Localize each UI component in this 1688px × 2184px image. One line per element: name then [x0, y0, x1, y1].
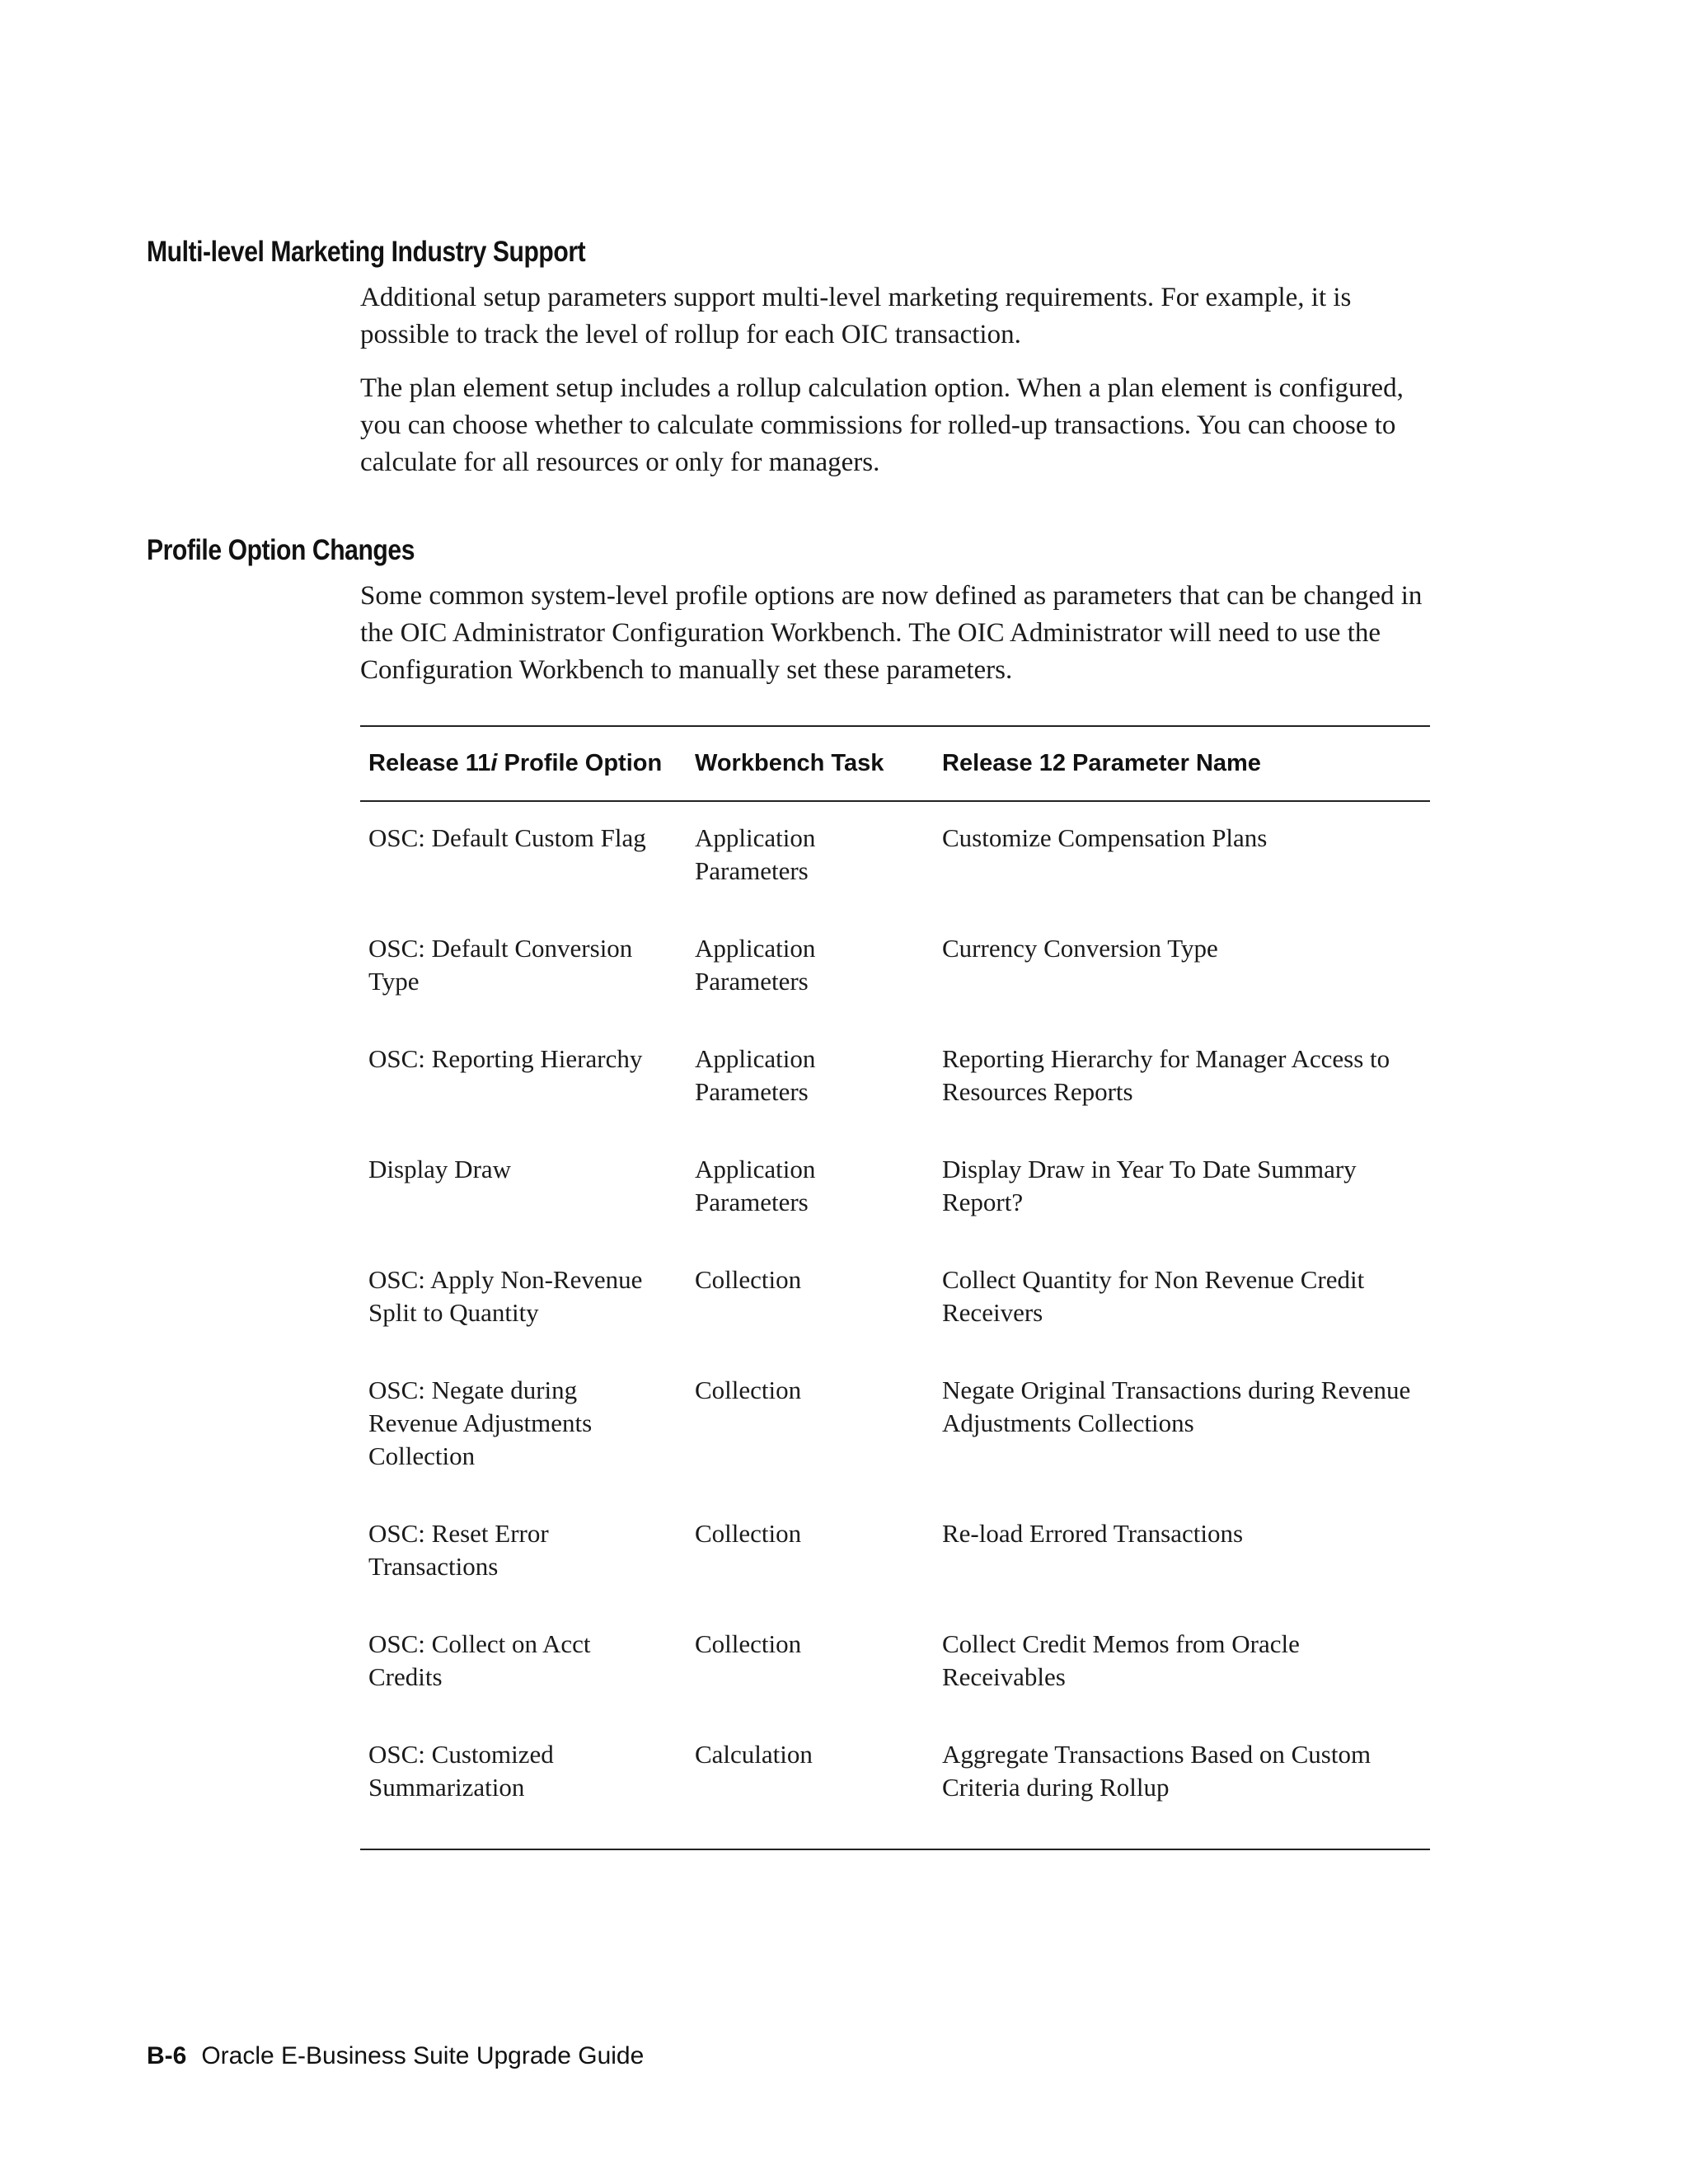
table-row: [360, 1153, 1430, 1263]
book-title: Oracle E-Business Suite Upgrade Guide: [201, 2042, 645, 2069]
table-cell: Application Parameters: [695, 1044, 816, 1106]
table-cell: OSC: Default Conversion Type: [368, 934, 633, 996]
table-row: [360, 932, 1430, 1043]
page-number: B-6: [147, 2042, 187, 2069]
table-cell: Collection: [695, 1519, 802, 1548]
page-footer: [147, 2042, 644, 2070]
table-cell: Application Parameters: [695, 823, 816, 885]
header-italic-text: i: [490, 750, 498, 776]
table-cell: OSC: Customized Summarization: [360, 1738, 687, 1849]
table-row: [360, 1043, 1430, 1153]
table-cell: Display Draw in Year To Date Summary Report?: [942, 1155, 1357, 1216]
table-cell: OSC: Default Custom Flag: [368, 823, 646, 852]
table-cell: Customize Compensation Plans: [942, 823, 1268, 852]
column-header-release-12: Release 12 Parameter Name: [934, 726, 1430, 801]
table-cell: Collection: [695, 1265, 802, 1294]
table-cell: OSC: Collect on Acct Credits: [368, 1629, 591, 1691]
table-cell: Display Draw: [368, 1155, 512, 1183]
table-cell: OSC: Reporting Hierarchy: [368, 1044, 643, 1073]
table-cell: Negate Original Transactions during Revenue Adjustments Collections: [942, 1376, 1411, 1437]
table-cell: Collection: [695, 1376, 802, 1404]
table-row: [360, 1263, 1430, 1374]
table-cell: OSC: Apply Non-Revenue Split to Quantity: [368, 1265, 643, 1327]
paragraph: Some common system-level profile options are now defined as parameters that can be changed in the OIC Administrator Configuration Workbench. The OIC Administrator will need to use the Configuration Workbench to manually set these parameters.: [360, 581, 1423, 685]
paragraph: Additional setup parameters support multi-level marketing requirements. For example, it is possible to track the level of rollup for each OIC transaction.: [360, 283, 1352, 349]
table-cell: Calculation: [687, 1738, 934, 1849]
section-heading-profile-option-changes: Profile Option Changes: [147, 534, 415, 566]
table-cell: OSC: Reset Error Transactions: [368, 1519, 549, 1581]
table-cell: Reporting Hierarchy for Manager Access to Resources Reports: [942, 1044, 1390, 1106]
table-header-row: [360, 726, 1430, 801]
profile-option-table: [360, 725, 1430, 1850]
table-row: [360, 1738, 1430, 1849]
section-body-mlm: [360, 279, 1432, 498]
profile-option-table-wrapper: [360, 725, 1430, 1850]
table-cell: Collection: [695, 1629, 802, 1658]
section-body-profile-option-changes: [360, 578, 1432, 705]
paragraph: The plan element setup includes a rollup calculation option. When a plan element is configured, you can choose whether to calculate commissions for rolled-up transactions. You can choose to calculate for all resources or only for managers.: [360, 373, 1404, 477]
column-header-workbench-task: Workbench Task: [687, 726, 934, 801]
table-cell: Aggregate Transactions Based on Custom Criteria during Rollup: [934, 1738, 1430, 1849]
table-cell: Re-load Errored Transactions: [942, 1519, 1244, 1548]
table-cell: OSC: Negate during Revenue Adjustments Collection: [368, 1376, 593, 1470]
table-row: [360, 801, 1430, 932]
table-cell: Currency Conversion Type: [942, 934, 1218, 963]
table-row: [360, 1517, 1430, 1628]
table-cell: Application Parameters: [695, 1155, 816, 1216]
section-heading-mlm: Multi-level Marketing Industry Support: [147, 236, 586, 268]
header-text: Release 11: [368, 750, 491, 776]
table-cell: Application Parameters: [695, 934, 816, 996]
column-header-release-11i: [360, 726, 687, 801]
table-row: [360, 1628, 1430, 1738]
table-cell: Collect Quantity for Non Revenue Credit Receivers: [942, 1265, 1365, 1327]
table-row: [360, 1374, 1430, 1517]
table-cell: Collect Credit Memos from Oracle Receivables: [942, 1629, 1300, 1691]
header-text: Profile Option: [497, 750, 663, 776]
